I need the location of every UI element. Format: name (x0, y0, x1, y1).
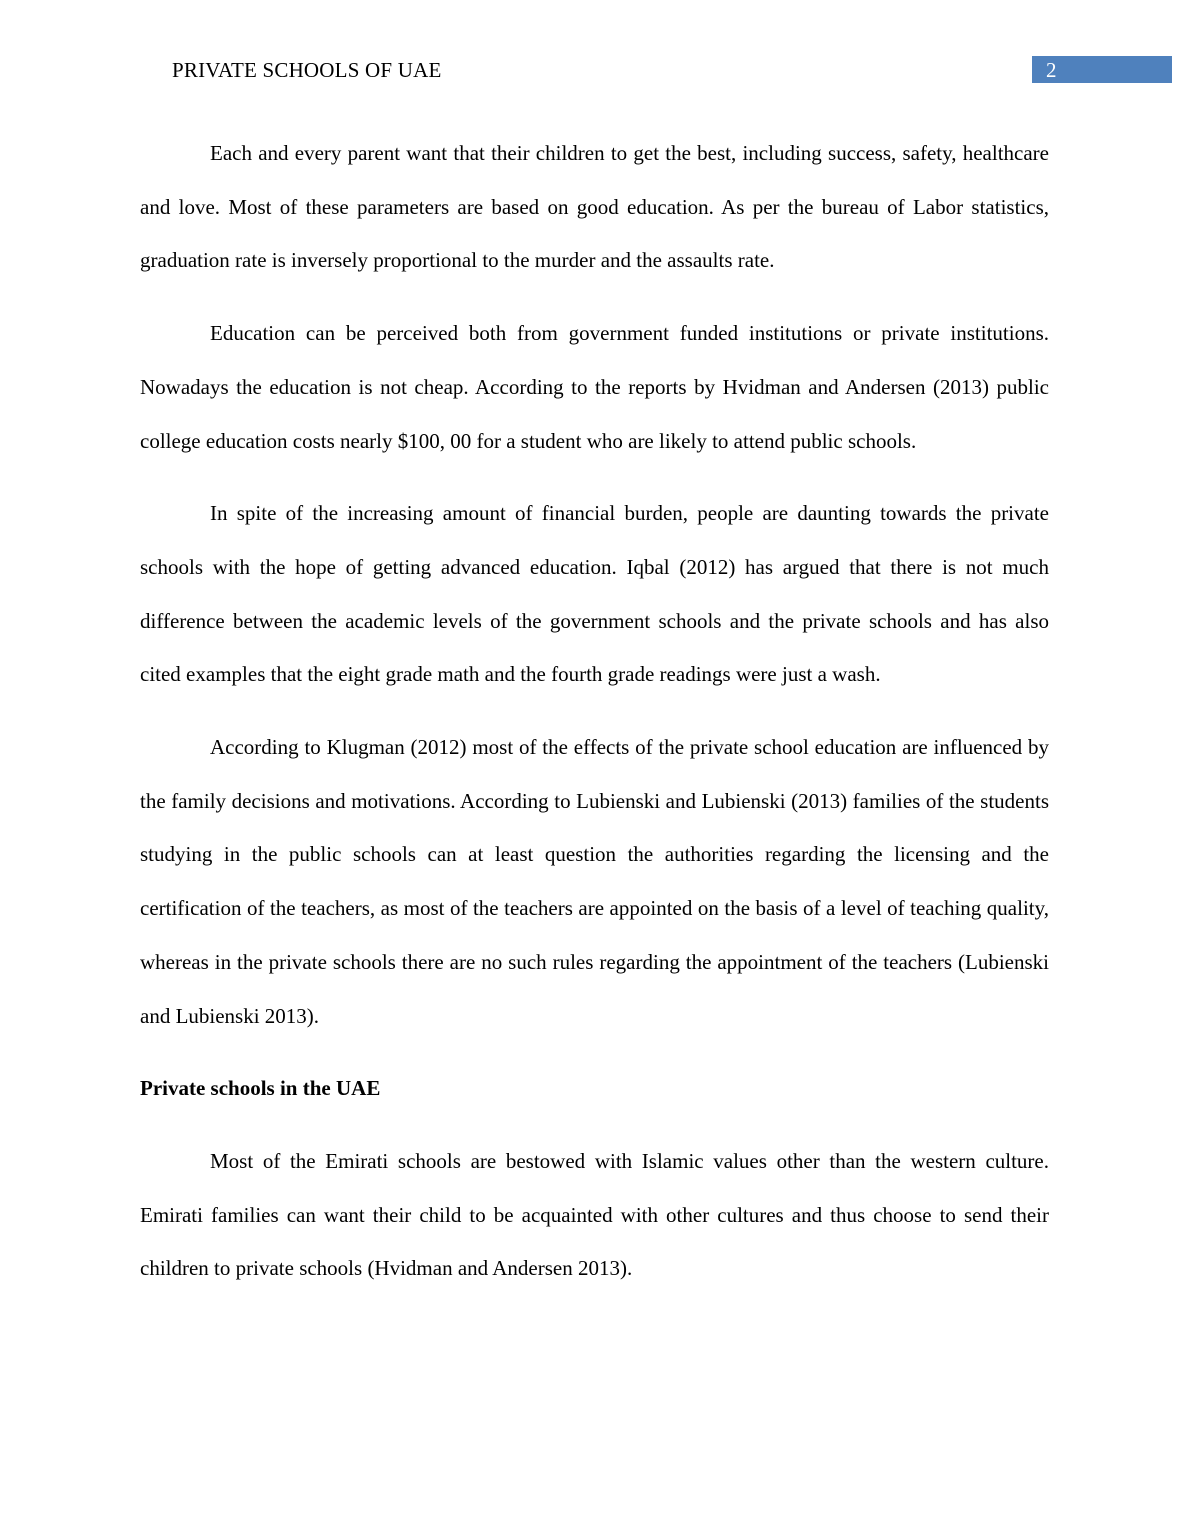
page-number-box (1032, 56, 1172, 83)
page-number: 2 (1046, 58, 1057, 82)
paragraph: Education can be perceived both from government funded institutions or private institutions. Nowadays the education is not cheap. According to the reports by Hvidman and Andersen (2013) public college education costs nearly $100, 00 for a student who are likely to attend public schools. (140, 321, 1049, 453)
paragraph: In spite of the increasing amount of financial burden, people are daunting towards the private schools with the hope of getting advanced education. Iqbal (2012) has argued that there is not much difference between the academic levels of the government schools and the private schools and has also cited examples that the eight grade math and the fourth grade readings were just a wash. (140, 501, 1049, 687)
paragraph: Most of the Emirati schools are bestowed with Islamic values other than the western culture. Emirati families can want their child to be acquainted with other cultures and thus choose to send their children to private schools (Hvidman and Andersen 2013). (140, 1148, 1049, 1281)
page-header (0, 56, 1190, 84)
paragraph: Each and every parent want that their children to get the best, including success, safety, healthcare and love. Most of these parameters are based on good education. As per the bureau of Labor statistics, graduation rate is inversely proportional to the murder and the assaults rate. (140, 141, 1049, 273)
section-heading: Private schools in the UAE (140, 1076, 381, 1101)
document-body (140, 127, 1049, 1315)
running-head: PRIVATE SCHOOLS OF UAE (172, 58, 442, 82)
paragraph: According to Klugman (2012) most of the effects of the private school education are influenced by the family decisions and motivations. According to Lubienski and Lubienski (2013) families of the students studying in the public schools can at least question the authorities regarding the licensing and the certification of the teachers, as most of the teachers are appointed on the basis of a level of teaching quality, whereas in the private schools there are no such rules regarding the appointment of the teachers (Lubienski and Lubienski 2013). (140, 735, 1049, 1028)
